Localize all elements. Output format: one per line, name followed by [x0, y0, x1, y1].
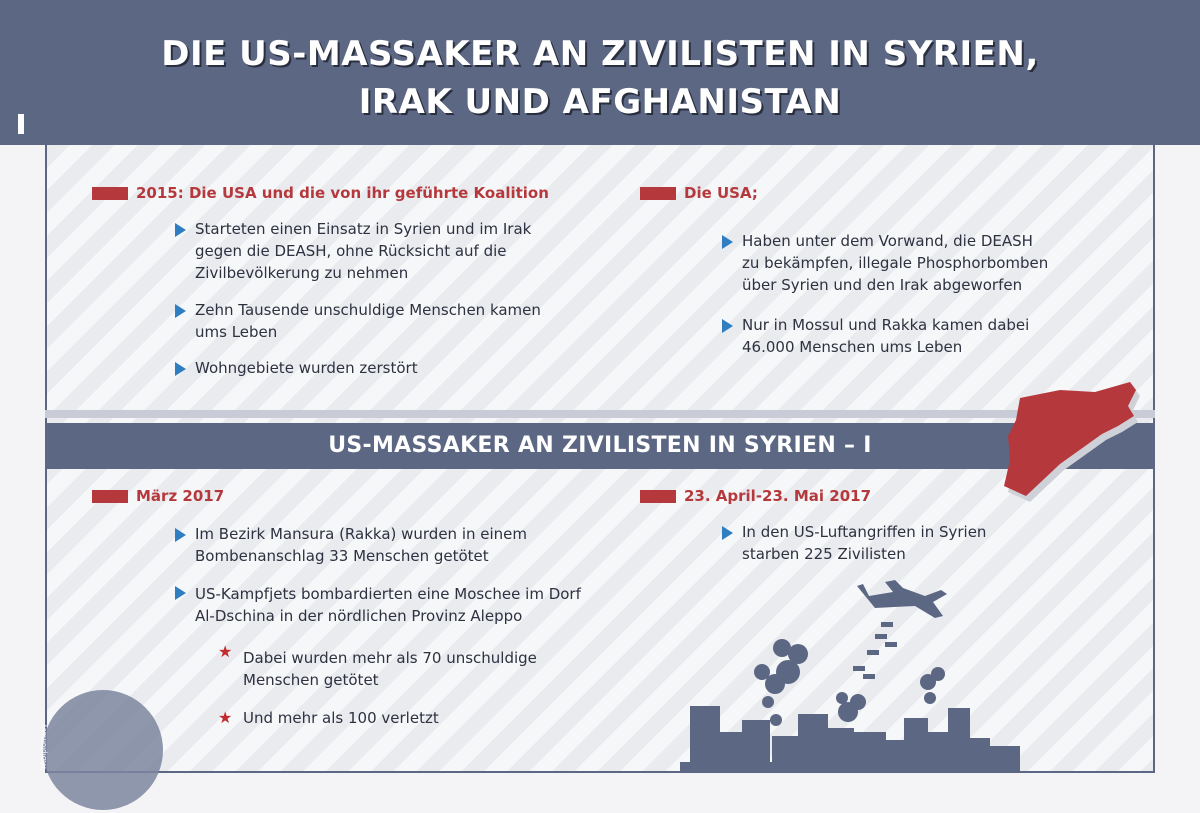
list-item: Wohngebiete wurden zerstört [195, 359, 418, 377]
list-item: Nur in Mossul und Rakka kamen dabei 46.000 Menschen ums Leben [742, 316, 1030, 356]
triangle-bullet-icon [722, 526, 733, 540]
title-line-2: IRAK UND AFGHANISTAN [358, 82, 842, 122]
heading-text: Die USA; [684, 184, 758, 202]
part-marker [18, 114, 24, 134]
triangle-bullet-icon [722, 319, 733, 333]
triangle-bullet-icon [175, 528, 186, 542]
triangle-bullet-icon [175, 586, 186, 600]
heading-bar [92, 187, 128, 200]
top-left-section [92, 182, 592, 206]
star-bullet-icon: ★ [218, 642, 233, 661]
section-heading [92, 182, 592, 206]
list-item: US-Kampfjets bombardierten eine Moschee im Dorf Al-Dschina in der nördlichen Provinz Aleppo [195, 585, 581, 625]
list-item: Haben unter dem Vorwand, die DEASH zu bekämpfen, illegale Phosphorbomben über Syrien und den Irak abgeworfen [742, 232, 1049, 294]
heading-text: 2015: Die USA und die von ihr geführte Koalition [136, 184, 549, 202]
heading-bar [640, 490, 676, 503]
bottom-right-section [640, 485, 1040, 509]
triangle-bullet-icon [722, 235, 733, 249]
page-title [0, 30, 1200, 126]
list-item: Zehn Tausende unschuldige Menschen kamen ums Leben [195, 301, 541, 341]
triangle-bullet-icon [175, 223, 186, 237]
section-divider [45, 410, 1155, 418]
destroyed-city-icon [680, 632, 1020, 772]
list-subitem: Und mehr als 100 verletzt [243, 709, 439, 727]
list-item: Starteten einen Einsatz in Syrien und im Irak gegen die DEASH, ohne Rücksicht auf die Zivilbevölkerung zu nehmen [195, 220, 532, 282]
triangle-bullet-icon [175, 362, 186, 376]
list-item: Im Bezirk Mansura (Rakka) wurden in einem Bombenanschlag 33 Menschen getötet [195, 525, 528, 565]
section-band-title: US-MASSAKER AN ZIVILISTEN IN SYRIEN – I [328, 433, 872, 458]
star-bullet-icon: ★ [218, 708, 233, 727]
section-heading [640, 182, 1040, 206]
title-line-1: DIE US-MASSAKER AN ZIVILISTEN IN SYRIEN, [161, 34, 1039, 74]
heading-text: 23. April-23. Mai 2017 [684, 487, 872, 505]
section-heading [92, 485, 592, 509]
heading-bar [92, 490, 128, 503]
top-right-section [640, 182, 1040, 206]
heading-bar [640, 187, 676, 200]
section-heading [640, 485, 1040, 509]
list-subitem: Dabei wurden mehr als 70 unschuldige Menschen getötet [243, 649, 537, 689]
jet-plane-icon [855, 578, 950, 623]
list-item: In den US-Luftangriffen in Syrien starben 225 Zivilisten [742, 523, 987, 563]
watermark-text: TRDiplomacy [40, 723, 48, 770]
bottom-left-section [92, 485, 592, 509]
heading-text: März 2017 [136, 487, 225, 505]
triangle-bullet-icon [175, 304, 186, 318]
tr-diplomacy-seal-icon [43, 690, 163, 810]
